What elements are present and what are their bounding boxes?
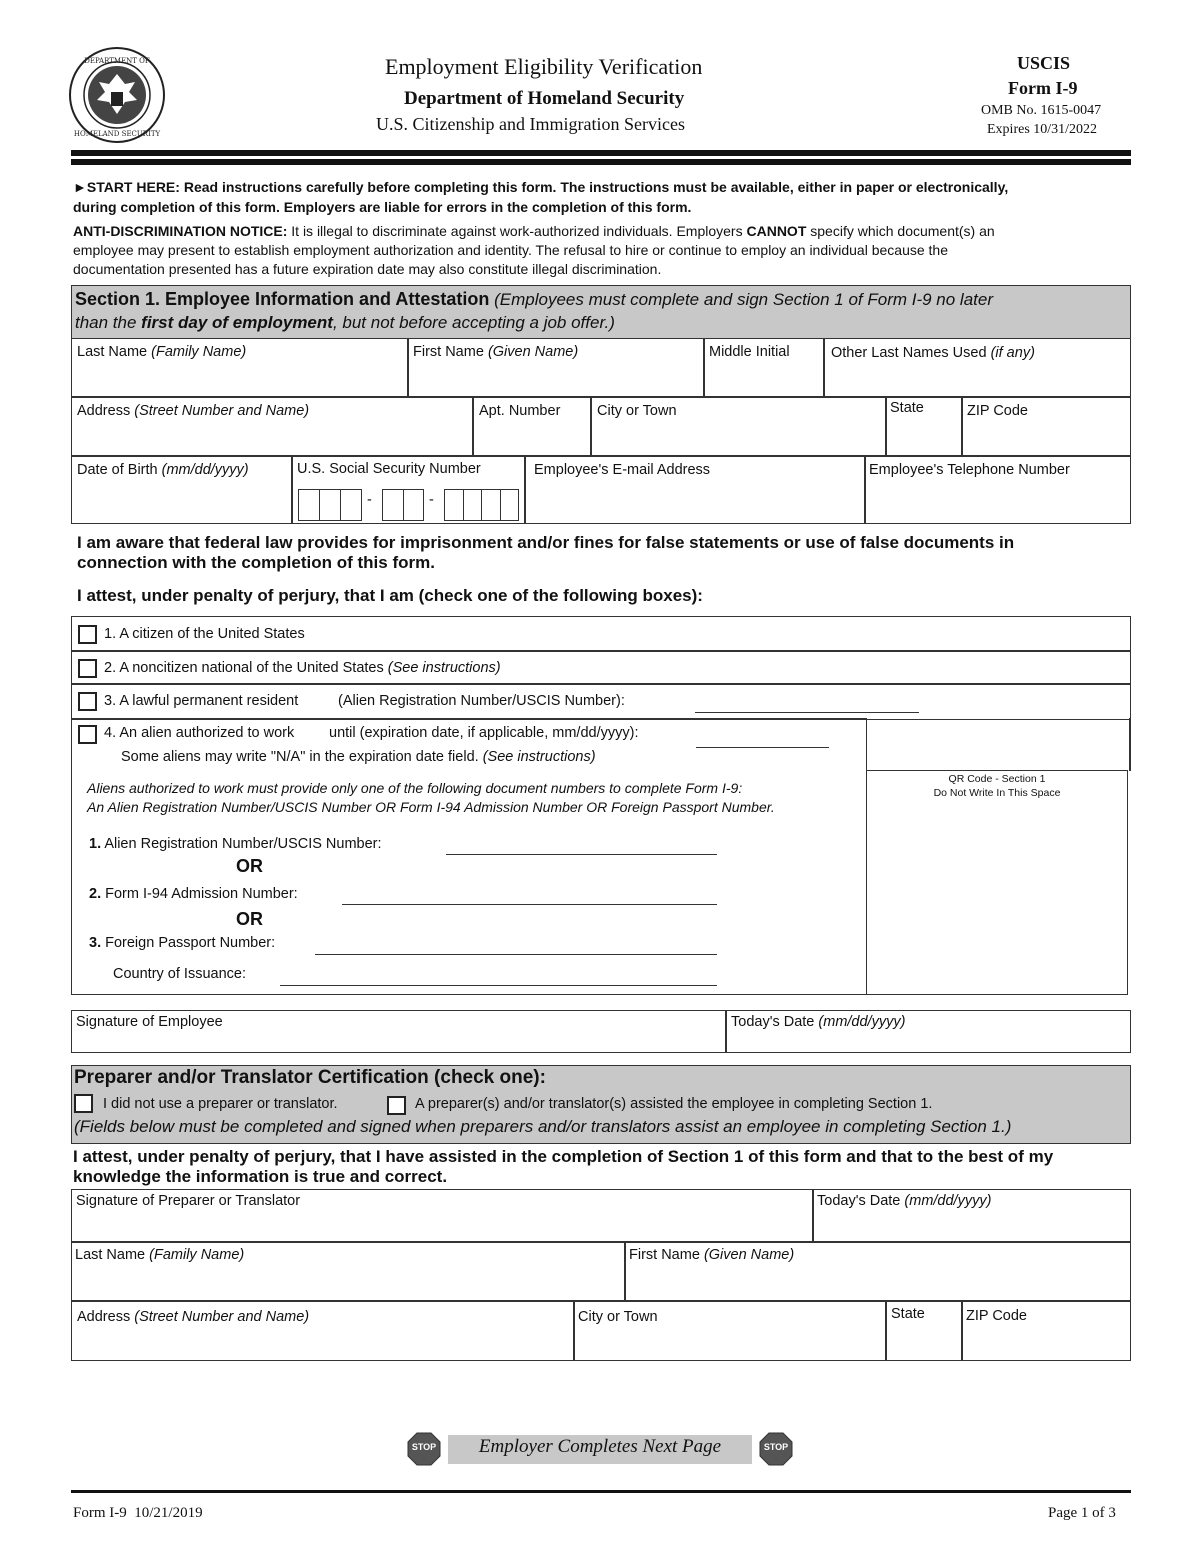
expiration-date-input[interactable]	[696, 747, 829, 748]
ssn-divider	[481, 489, 482, 521]
or-separator: OR	[236, 909, 263, 929]
city-label: City or Town	[597, 403, 677, 419]
svg-text:DEPARTMENT OF: DEPARTMENT OF	[84, 57, 150, 65]
omb-number: OMB No. 1615-0047	[981, 103, 1102, 118]
preparer-last-name-label: Last Name (Family Name)	[75, 1247, 245, 1263]
preparer-date-label: Today's Date (mm/dd/yyyy)	[817, 1193, 992, 1209]
email-label: Employee's E-mail Address	[534, 462, 711, 478]
preparer-zip-label: ZIP Code	[966, 1308, 1027, 1324]
option4-right-border	[1129, 718, 1131, 771]
address-label: Address (Street Number and Name)	[77, 403, 310, 419]
permanent-resident-checkbox[interactable]	[78, 692, 97, 711]
ssn-label: U.S. Social Security Number	[297, 461, 481, 477]
preparer-used-checkbox[interactable]	[387, 1096, 406, 1115]
anti-discrimination-lead: ANTI-DISCRIMINATION NOTICE:	[73, 223, 292, 239]
phone-label: Employee's Telephone Number	[869, 462, 1070, 478]
option1-label: 1. A citizen of the United States	[104, 626, 305, 642]
dhs-seal-icon	[68, 46, 166, 144]
preparer-address-label: Address (Street Number and Name)	[77, 1309, 310, 1325]
section1-subtitle-bold: first day of employment	[141, 313, 333, 332]
ssn-divider	[403, 489, 404, 521]
preparer-title: Preparer and/or Translator Certification (check one):	[74, 1067, 546, 1088]
country-issuance-label: Country of Issuance:	[113, 966, 246, 982]
option4-note: Some aliens may write "N/A" in the expiration date field. (See instructions)	[121, 749, 596, 765]
agency-name: U.S. Citizenship and Immigration Services	[376, 114, 685, 134]
expiration-date: Expires 10/31/2022	[987, 122, 1098, 137]
anti-body1: It is illegal to discriminate against work-authorized individuals. Employers	[291, 223, 747, 239]
first-name-label: First Name (Given Name)	[413, 344, 579, 360]
anti-body2: employee may present to establish employment authorization and identity. The refusal to hire or continue to employ an individual because the	[73, 242, 948, 258]
option4-label: 4. An alien authorized to work	[104, 725, 295, 741]
awareness-statement: I am aware that federal law provides for imprisonment and/or fines for false statements or use of false documents in connection with the completion of this form.	[77, 533, 1015, 572]
section1-heading	[75, 288, 1125, 334]
alien-registration-input[interactable]	[695, 712, 919, 713]
preparer-state-label: State	[891, 1306, 925, 1322]
start-here-lead: ►START HERE:	[73, 179, 184, 195]
preparer-used-label: A preparer(s) and/or translator(s) assisted the employee in completing Section 1.	[415, 1096, 933, 1112]
form-edition-date: Form I-9 10/21/2019	[73, 1505, 203, 1521]
preparer-signature-label: Signature of Preparer or Translator	[76, 1193, 301, 1209]
qr-caption-2: Do Not Write In This Space	[933, 787, 1061, 799]
dob-label: Date of Birth (mm/dd/yyyy)	[77, 462, 249, 478]
anti-body3: documentation presented has a future expiration date may also constitute illegal discrimination.	[73, 261, 662, 277]
ssn-area-boxes[interactable]	[298, 489, 362, 521]
section1-subtitle-c: , but not before accepting a job offer.)	[332, 313, 615, 332]
section1-subtitle-a: (Employees must complete and sign Section 1 of Form I-9 no later	[489, 290, 994, 309]
svg-text:HOMELAND SECURITY: HOMELAND SECURITY	[73, 130, 161, 138]
qr-caption-1: QR Code - Section 1	[948, 773, 1046, 785]
state-label: State	[890, 400, 924, 416]
qr-code-area	[866, 770, 1128, 995]
option2-label: 2. A noncitizen national of the United States (See instructions)	[104, 660, 501, 676]
section1-subtitle-b: than the	[75, 313, 142, 332]
form-title: Employment Eligibility Verification	[385, 54, 703, 79]
i94-number-input[interactable]	[342, 904, 717, 905]
next-page-text: Employer Completes Next Page	[478, 1436, 722, 1457]
stop-sign-label: STOP	[411, 1442, 437, 1452]
noncitizen-national-checkbox[interactable]	[78, 659, 97, 678]
ssn-dash: -	[367, 492, 372, 508]
department-name: Department of Homeland Security	[404, 88, 685, 109]
aliens-note-1: Aliens authorized to work must provide only one of the following document numbers to complete Form I-9:	[87, 780, 743, 796]
header-rule-thin	[71, 159, 1131, 165]
aliens-note-2: An Alien Registration Number/USCIS Number OR Form I-94 Admission Number OR Foreign Passport Number.	[87, 799, 775, 815]
last-name-label: Last Name (Family Name)	[77, 344, 247, 360]
middle-initial-label: Middle Initial	[709, 344, 790, 360]
option3-label: 3. A lawful permanent resident	[104, 693, 299, 709]
no-preparer-checkbox[interactable]	[74, 1094, 93, 1113]
preparer-note: (Fields below must be completed and signed when preparers and/or translators assist an employee in completing Section 1.)	[74, 1117, 1012, 1136]
penalty-statement: I attest, under penalty of perjury, that I am (check one of the following boxes):	[77, 586, 703, 605]
form-id: Form I-9	[1008, 78, 1078, 98]
apt-number-label: Apt. Number	[479, 403, 561, 419]
option3-label-b: (Alien Registration Number/USCIS Number):	[338, 693, 625, 709]
alien-number-label: 1. Alien Registration Number/USCIS Number:	[89, 836, 382, 852]
citizen-checkbox[interactable]	[78, 625, 97, 644]
start-here-notice	[73, 177, 1133, 217]
anti-cannot: CANNOT	[746, 223, 807, 239]
anti-discrimination-notice	[73, 222, 1133, 279]
passport-number-label: 3. Foreign Passport Number:	[89, 935, 276, 951]
employee-signature-label: Signature of Employee	[76, 1014, 223, 1030]
ssn-dash: -	[429, 492, 434, 508]
or-separator: OR	[236, 856, 263, 876]
ssn-divider	[319, 489, 320, 521]
alien-number-input[interactable]	[446, 854, 717, 855]
agency-short: USCIS	[1017, 53, 1071, 73]
zip-label: ZIP Code	[967, 403, 1028, 419]
anti-body1b: specify which document(s) an	[806, 223, 995, 239]
preparer-first-name-label: First Name (Given Name)	[629, 1247, 795, 1263]
preparer-attestation: I attest, under penalty of perjury, that I have assisted in the completion of Section 1 of this form and that to the best of my knowledge the information is true and correct.	[73, 1147, 1054, 1186]
employee-date-label: Today's Date (mm/dd/yyyy)	[731, 1014, 906, 1030]
i94-number-label: 2. Form I-94 Admission Number:	[89, 886, 298, 902]
stop-sign-label: STOP	[763, 1442, 789, 1452]
ssn-divider	[500, 489, 501, 521]
ssn-divider	[463, 489, 464, 521]
footer-rule	[71, 1490, 1131, 1493]
no-preparer-label: I did not use a preparer or translator.	[103, 1096, 338, 1112]
alien-authorized-checkbox[interactable]	[78, 725, 97, 744]
country-issuance-input[interactable]	[280, 985, 717, 986]
ssn-divider	[340, 489, 341, 521]
header-rule	[71, 150, 1131, 156]
section1-title: Section 1. Employee Information and Attestation	[75, 289, 490, 309]
page-number: Page 1 of 3	[1048, 1505, 1116, 1521]
start-here-body2: during completion of this form. Employers are liable for errors in the completion of this form.	[73, 199, 692, 215]
preparer-city-label: City or Town	[578, 1309, 658, 1325]
option4-label-b: until (expiration date, if applicable, mm/dd/yyyy):	[329, 725, 639, 741]
other-last-names-label: Other Last Names Used (if any)	[831, 345, 1035, 361]
start-here-body: Read instructions carefully before completing this form. The instructions must be available, either in paper or electronically,	[183, 179, 1009, 195]
passport-number-input[interactable]	[315, 954, 717, 955]
